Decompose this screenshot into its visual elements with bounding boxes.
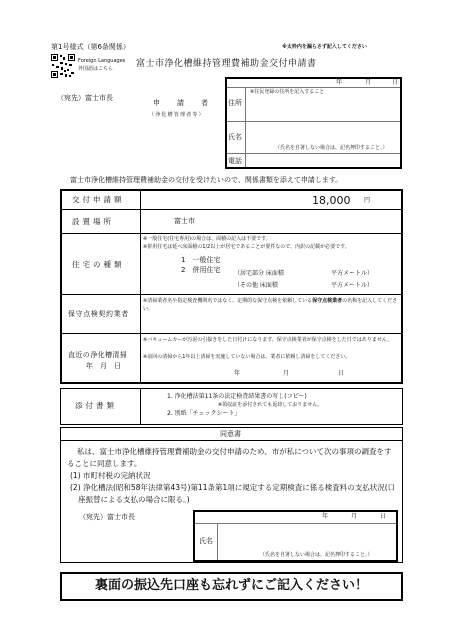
name-note: （氏名を自署しない場合は、記名押印すること。）	[275, 145, 388, 151]
location-label: 設置場所	[72, 217, 114, 226]
attachment-item-2: 2. 別紙「チェックシート」	[167, 410, 241, 417]
application-date-month[interactable]: 月	[365, 79, 372, 86]
amount-value: 18,000	[312, 194, 351, 207]
name-field[interactable]	[247, 123, 399, 141]
location-prefix: 富士市	[174, 217, 195, 225]
consent-title: 同意書	[220, 430, 241, 438]
intro-text: 富士市浄化槽維持管理費補助金の交付を受けたいので、関係書類を添えて申請します。	[70, 176, 343, 184]
consent-date-month[interactable]: 月	[351, 513, 358, 520]
residential-area-label: （居宅部分 床面積	[234, 270, 284, 277]
other-area-field[interactable]	[294, 280, 328, 290]
cleaning-label: 直近の浄化槽清掃	[68, 351, 128, 359]
consent-item-2: (2) 浄化槽法(昭和58年法律第43号)第11条第1項に規定する定期検査に係る検査料の支払状況(口座振替による支払の場合に限る。)	[70, 483, 396, 504]
applicant-label: 申 請 者	[153, 99, 209, 107]
cleaning-note-2: ※前回の清掃から1年以上清掃を実施していない場合は、業者に依頼し清掃をしてください。	[143, 354, 351, 360]
cleaning-note-1: ※バキュームカーが汚泥の引抜きをした日付けになります。保守点検業者が保守点検をした日ではありません。	[143, 337, 393, 343]
consent-date-year[interactable]: 年	[322, 513, 329, 520]
residential-area-field[interactable]	[294, 268, 328, 278]
foreign-languages-link-ja[interactable]: 外国語はこちら	[78, 66, 114, 72]
name-label: 氏名	[228, 133, 242, 141]
housing-note-1: ※一般住宅(住宅専用)の場合は、面積の記入は不要です。	[143, 236, 271, 242]
residential-area-unit: 平方メートル）	[331, 270, 374, 277]
attachment-item-1: 1. 浄化槽法第11条の法定検査結果書の写し(コピー)	[167, 393, 307, 400]
contractor-label: 保守点検契約業者	[68, 310, 129, 318]
consent-addressee: （宛先）富士市長	[79, 513, 135, 521]
application-date-day[interactable]: 日	[392, 79, 399, 86]
housing-type-label: 住宅の種類	[72, 260, 125, 269]
housing-option-mixed[interactable]: 2 併用住宅	[181, 266, 221, 274]
foreign-languages-link[interactable]: Foreign Languages	[78, 58, 126, 64]
consent-paragraph: 私は、富士市浄化槽維持管理費補助金の交付申請のため、市が私について次の事項の調査をすることに同意します。	[67, 447, 392, 468]
consent-item-1: (1) 市町村税の完納状況	[70, 471, 151, 480]
address-note: ※住民登録の住所を記入すること	[250, 89, 325, 95]
consent-name-note: （氏名を自署しない場合は、記名押印すること。）	[260, 552, 373, 558]
housing-note-2: ※併用住宅は延べ床面積の1/2以上が居宅であることが要件なので、内訳の記載が必要です。	[143, 244, 350, 250]
address-field[interactable]	[247, 97, 399, 119]
attachment-item-1-note: ※領収証を添付されても返却しておりません。	[218, 402, 323, 408]
cleaning-date-month[interactable]: 月	[283, 370, 290, 377]
phone-label: 電話	[228, 157, 242, 165]
amount-unit: 円	[364, 197, 371, 204]
other-area-label: （その他 床面積	[234, 282, 278, 289]
address-label: 住所	[228, 99, 242, 107]
amount-label: 交付申請額	[72, 195, 125, 204]
footer-reminder: 裏面の振込先口座も忘れずにご記入ください！	[94, 578, 368, 593]
application-date-year[interactable]: 年	[336, 79, 343, 86]
consent-name-field[interactable]	[219, 525, 395, 549]
fill-instruction-note: ※太枠内を漏らさず記入してください	[282, 44, 367, 50]
applicant-sublabel: （浄化槽管理者等）	[149, 112, 205, 118]
location-field[interactable]	[210, 212, 398, 231]
cleaning-date-year[interactable]: 年	[234, 370, 241, 377]
qr-code-icon[interactable]	[51, 54, 75, 78]
cleaning-label-date: 年 月 日	[86, 362, 121, 370]
attachments-label: 添付書類	[75, 401, 117, 410]
page-title: 富士市浄化槽維持管理費補助金交付申請書	[136, 59, 317, 69]
housing-option-general[interactable]: 1 一般住宅	[181, 256, 221, 264]
contractor-field[interactable]	[143, 314, 399, 331]
contractor-note: ※清掃業者名や指定検査機関名ではなく、定期的な保守点検を依頼している保守点検業者の名称を記入してください。	[143, 298, 398, 312]
addressee: （宛先）富士市長	[57, 94, 113, 102]
cleaning-date-day[interactable]: 日	[338, 370, 345, 377]
other-area-unit: 平方メートル）	[331, 282, 374, 289]
form-number: 第1号様式（第6条関係）	[51, 43, 130, 51]
phone-field[interactable]	[247, 155, 399, 167]
consent-date-day[interactable]: 日	[380, 513, 387, 520]
consent-name-label: 氏名	[199, 537, 213, 545]
